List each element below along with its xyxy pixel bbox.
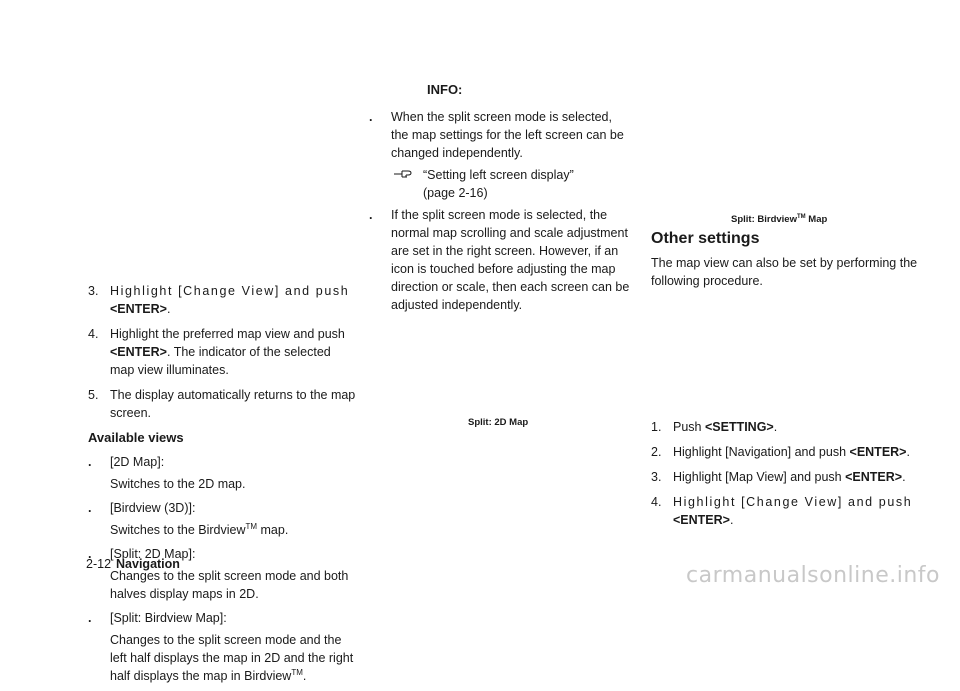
intro-text: The map view can also be set by performing the following procedure. [651, 256, 918, 288]
enter-key-label: <ENTER> [110, 302, 167, 316]
view-desc-text: Switches to the Birdview [110, 523, 246, 537]
step-number: 3. [88, 284, 99, 298]
step-number: 1. [651, 420, 662, 434]
bullet-dot: . [88, 611, 92, 625]
step-4 [651, 493, 921, 529]
info-text: If the split screen mode is selected, the normal map scrolling and scale adjustment are set in the right screen. However, if an icon is touched before adjusting the map direction or scale, then each screen can be adjusted independently. [391, 208, 630, 312]
step-number: 4. [651, 495, 662, 509]
section-name: Navigation [116, 557, 180, 571]
step-tail: . [906, 445, 910, 459]
reference-page: (page 2-16) [423, 186, 488, 200]
available-views-heading: Available views [88, 430, 184, 445]
view-desc: Switches to the 2D map. [110, 477, 246, 491]
step-tail: . [166, 302, 171, 316]
trademark-mark: TM [291, 667, 303, 677]
bullet-dot: . [369, 110, 373, 124]
enter-key-label: <ENTER> [849, 445, 907, 459]
step-tail: . [773, 420, 778, 434]
step-1 [651, 418, 921, 436]
step-text: Highlight [Change View] and push [673, 495, 913, 509]
step-text: Highlight the preferred map view and push [110, 327, 345, 341]
right-steps [651, 418, 921, 536]
trademark-mark: TM [796, 213, 806, 220]
page-number: 2-12 [86, 557, 112, 571]
enter-key-label: <ENTER> [110, 345, 167, 359]
pointing-hand-icon [393, 168, 413, 180]
step-text: Highlight [Map View] and push [673, 470, 846, 484]
info-bullet-1 [369, 108, 631, 162]
other-settings-heading: Other settings [651, 230, 760, 247]
reference-title: “Setting left screen display” [423, 168, 574, 182]
caption-tail: Map [805, 214, 828, 225]
step-text: Highlight [Change View] and push [110, 284, 350, 298]
step-2 [651, 443, 921, 461]
step-text: The display automatically returns to the map screen. [110, 388, 356, 420]
view-desc-tail: . [302, 669, 307, 683]
page-reference [369, 166, 631, 202]
step-number: 3. [651, 470, 662, 484]
trademark-mark: TM [245, 521, 258, 531]
bullet-dot: . [369, 208, 373, 222]
enter-key-label: <ENTER> [845, 470, 903, 484]
bullet-dot: . [88, 455, 92, 469]
view-item-split-birdview [88, 609, 356, 627]
step-tail: . [902, 470, 906, 484]
step-3 [651, 468, 921, 486]
view-label: [2D Map]: [110, 455, 165, 469]
caption-text: Split: Birdview [731, 214, 797, 225]
view-item-2d-map [88, 453, 356, 471]
view-desc-tail: map. [257, 523, 289, 537]
right-column [651, 230, 921, 290]
page-footer [86, 555, 180, 573]
step-text: Push [673, 420, 705, 434]
view-label: [Split: 2D Map]: [110, 547, 196, 561]
view-label: [Birdview (3D)]: [110, 501, 196, 515]
left-column [88, 282, 356, 691]
middle-column [369, 108, 631, 318]
step-tail: . [729, 513, 734, 527]
figure-caption-split-birdview [731, 211, 827, 229]
info-bullet-2 [369, 206, 631, 314]
step-number: 5. [88, 388, 99, 402]
step-4 [88, 325, 356, 379]
watermark: carmanualsonline.info [686, 563, 940, 588]
step-text: Highlight [Navigation] and push [673, 445, 850, 459]
step-number: 4. [88, 327, 99, 341]
bullet-dot: . [88, 501, 92, 515]
step-tail: . The indicator of the selected map view illuminates. [110, 345, 331, 377]
bullet-dot: . [88, 547, 92, 561]
setting-key-label: <SETTING> [704, 420, 774, 434]
info-title: INFO: [427, 82, 463, 97]
info-text: When the split screen mode is selected, the map settings for the left screen can be changed independently. [391, 110, 624, 160]
view-item-birdview [88, 499, 356, 517]
figure-caption-split-2d: Split: 2D Map [468, 417, 529, 428]
view-label: [Split: Birdview Map]: [110, 611, 227, 625]
view-desc [88, 631, 356, 685]
step-number: 2. [651, 445, 662, 459]
view-desc-text: Changes to the split screen mode and the left half displays the map in 2D and the right half displays the map in Birdview [110, 633, 354, 683]
enter-key-label: <ENTER> [673, 513, 730, 527]
step-3 [88, 282, 356, 318]
step-5 [88, 386, 356, 422]
view-desc: Changes to the split screen mode and both halves display maps in 2D. [110, 569, 349, 601]
view-desc [88, 521, 356, 539]
